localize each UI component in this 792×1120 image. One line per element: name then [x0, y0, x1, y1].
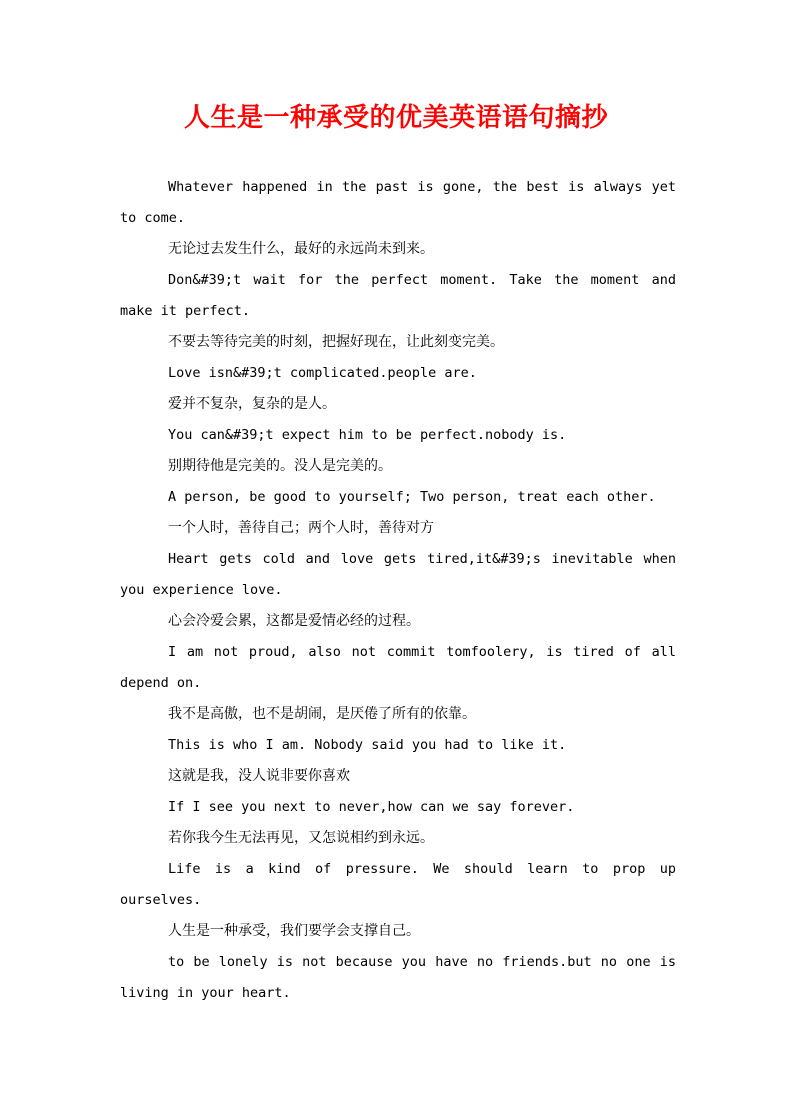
- english-quote: Don&#39;t wait for the perfect moment. Take the moment and make it perfect.: [120, 272, 676, 319]
- english-quote: This is who I am. Nobody said you had to like it.: [168, 737, 567, 753]
- english-quote: I am not proud, also not commit tomfoolery, is tired of all depend on.: [120, 644, 676, 691]
- chinese-translation: 无论过去发生什么，最好的永远尚未到来。: [168, 241, 434, 257]
- english-quote: A person, be good to yourself; Two person, treat each other.: [168, 489, 656, 505]
- english-quote: Life is a kind of pressure. We should learn to prop up ourselves.: [120, 861, 676, 908]
- chinese-translation: 爱并不复杂，复杂的是人。: [168, 396, 336, 412]
- document-body: [120, 172, 676, 1009]
- page-title: 人生是一种承受的优美英语语句摘抄: [183, 103, 608, 133]
- chinese-translation: 人生是一种承受，我们要学会支撑自己。: [168, 923, 420, 939]
- chinese-translation: 我不是高傲，也不是胡闹，是厌倦了所有的依靠。: [168, 706, 476, 722]
- english-quote: You can&#39;t expect him to be perfect.nobody is.: [168, 427, 567, 443]
- chinese-translation: 若你我今生无法再见，又怎说相约到永远。: [168, 830, 434, 846]
- chinese-translation: 心会冷爱会累，这都是爱情必经的过程。: [168, 613, 420, 629]
- english-quote: Whatever happened in the past is gone, the best is always yet to come.: [120, 179, 676, 226]
- chinese-translation: 别期待他是完美的。没人是完美的。: [168, 458, 392, 474]
- english-quote: If I see you next to never,how can we say forever.: [168, 799, 575, 815]
- chinese-translation: 不要去等待完美的时刻，把握好现在，让此刻变完美。: [168, 334, 504, 350]
- chinese-translation: 一个人时，善待自己；两个人时，善待对方: [168, 520, 434, 536]
- english-quote: to be lonely is not because you have no friends.but no one is living in your heart.: [120, 954, 676, 1001]
- english-quote: Heart gets cold and love gets tired,it&#39;s inevitable when you experience love.: [120, 551, 676, 598]
- chinese-translation: 这就是我，没人说非要你喜欢: [168, 768, 350, 784]
- english-quote: Love isn&#39;t complicated.people are.: [168, 365, 477, 381]
